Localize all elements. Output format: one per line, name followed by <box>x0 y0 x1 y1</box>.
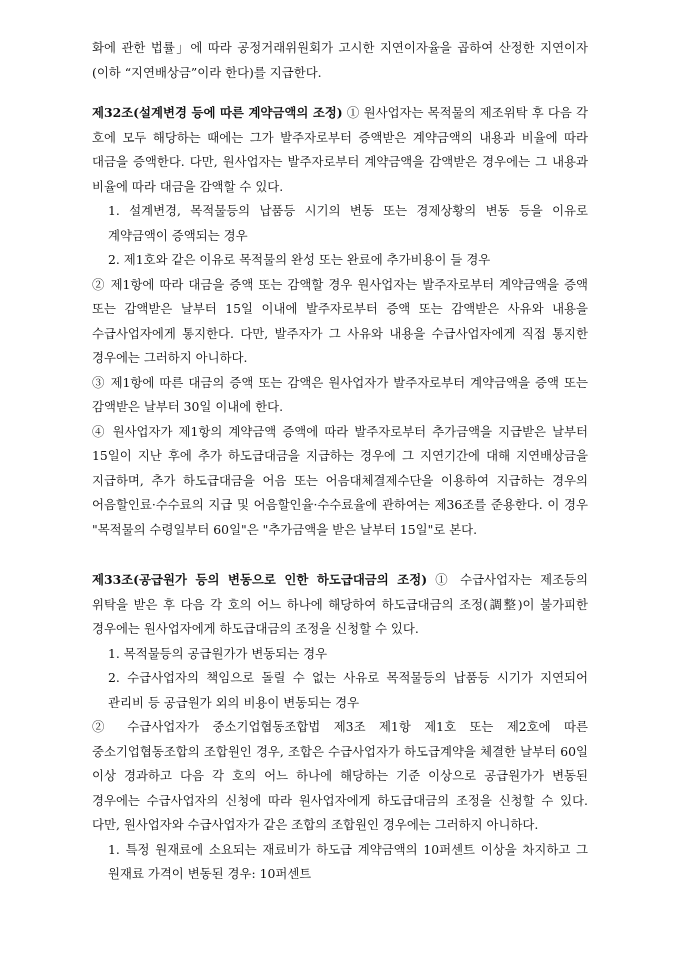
article-32-paragraph-4: ④ 원사업자가 제1항의 계약금액 증액에 따라 발주자로부터 추가금액을 지급받은 날부터 15일이 지난 후에 추가 하도급대금을 지급하는 경우에 그 지연기간에 대해 지연배상금을 지급하며, 추가 하도급대금을 어음 또는 어음대체결제수단을 이용하여 지급하는 경우의 어음할인료·수수료의 지급 및 어음할인율·수수료율에 관하여는 제36조를 준용한다. 이 경우 "목적물의 수령일부터 60일"은 "추가금액을 받은 날부터 15일"로 본다. <box>92 423 588 537</box>
article-32-title: 제32조(설계변경 등에 따른 계약금액의 조정) <box>92 105 343 120</box>
intro-paragraph: 화에 관한 법률」에 따라 공정거래위원회가 고시한 지연이자율을 곱하여 산정한 지연이자(이하 “지연배상금”이라 한다)를 지급한다. <box>92 40 588 80</box>
article-32-paragraph-2: ② 제1항에 따라 대금을 증액 또는 감액할 경우 원사업자는 발주자로부터 계약금액을 증액 또는 감액받은 날부터 15일 이내에 발주자로부터 증액 또는 감액받은 사유와 내용을 수급사업자에게 통지한다. 다만, 발주자가 그 사유와 내용을 수급사업자에게 직접 통지한 경우에는 그러하지 아니하다. <box>92 276 588 365</box>
article-33-item-2: 2. 수급사업자의 책임으로 돌릴 수 없는 사유로 목적물등의 납품등 시기가 지연되어 관리비 등 공급원가 외의 비용이 변동되는 경우 <box>108 670 588 710</box>
article-32-item-1: 1. 설계변경, 목적물등의 납품등 시기의 변동 또는 경제상황의 변동 등을 이유로 계약금액이 증액되는 경우 <box>108 203 588 243</box>
article-32-paragraph-1 <box>92 101 588 199</box>
article-32 <box>92 101 588 542</box>
article-33-paragraph-2: ② 수급사업자가 중소기업협동조합법 제3조 제1항 제1호 또는 제2호에 따른 중소기업협동조합의 조합원인 경우, 조합은 수급사업자가 하도급계약을 체결한 날부터 60일 이상 경과하고 다음 각 호의 어느 하나에 해당하는 기준 이상으로 공급원가가 변동된 경우에는 수급사업자의 신청에 따라 원사업자에게 하도급대금의 조정을 신청할 수 있다. 다만, 원사업자와 수급사업자가 같은 조합의 조합원인 경우에는 그러하지 아니하다. <box>92 719 588 832</box>
article-33-p1-text: ① 수급사업자는 제조등의 위탁을 받은 후 다음 각 호의 어느 하나에 해당하여 하도급대금의 조정(調整)이 불가피한 경우에는 원사업자에게 하도급대금의 조정을 신청할 수 있다. <box>92 572 588 636</box>
article-33 <box>92 568 588 887</box>
article-33-subitem-1: 1. 특정 원재료에 소요되는 재료비가 하도급 계약금액의 10퍼센트 이상을 차지하고 그 원재료 가격이 변동된 경우: 10퍼센트 <box>108 841 588 881</box>
article-32-p1-text: ① 원사업자는 목적물의 제조위탁 후 다음 각 호에 모두 해당하는 때에는 그가 발주자로부터 증액받은 계약금액의 내용과 비율에 따라 대금을 증액한다. 다만, 원사업자는 발주자로부터 계약금액을 감액받은 경우에는 그 내용과 비율에 따라 대금을 감액할 수 있다. <box>92 105 588 194</box>
article-32-item-2: 2. 제1호와 같은 이유로 목적물의 완성 또는 완료에 추가비용이 들 경우 <box>108 252 491 267</box>
spacer <box>92 542 588 568</box>
article-33-item-1: 1. 목적물등의 공급원가가 변동되는 경우 <box>108 645 328 661</box>
article-32-paragraph-3: ③ 제1항에 따른 대금의 증액 또는 감액은 원사업자가 발주자로부터 계약금액을 증액 또는 감액받은 날부터 30일 이내에 한다. <box>92 374 588 414</box>
article-33-paragraph-1 <box>92 568 588 642</box>
spacer <box>92 85 588 101</box>
article-33-title: 제33조(공급원가 등의 변동으로 인한 하도급대금의 조정) <box>92 572 428 587</box>
